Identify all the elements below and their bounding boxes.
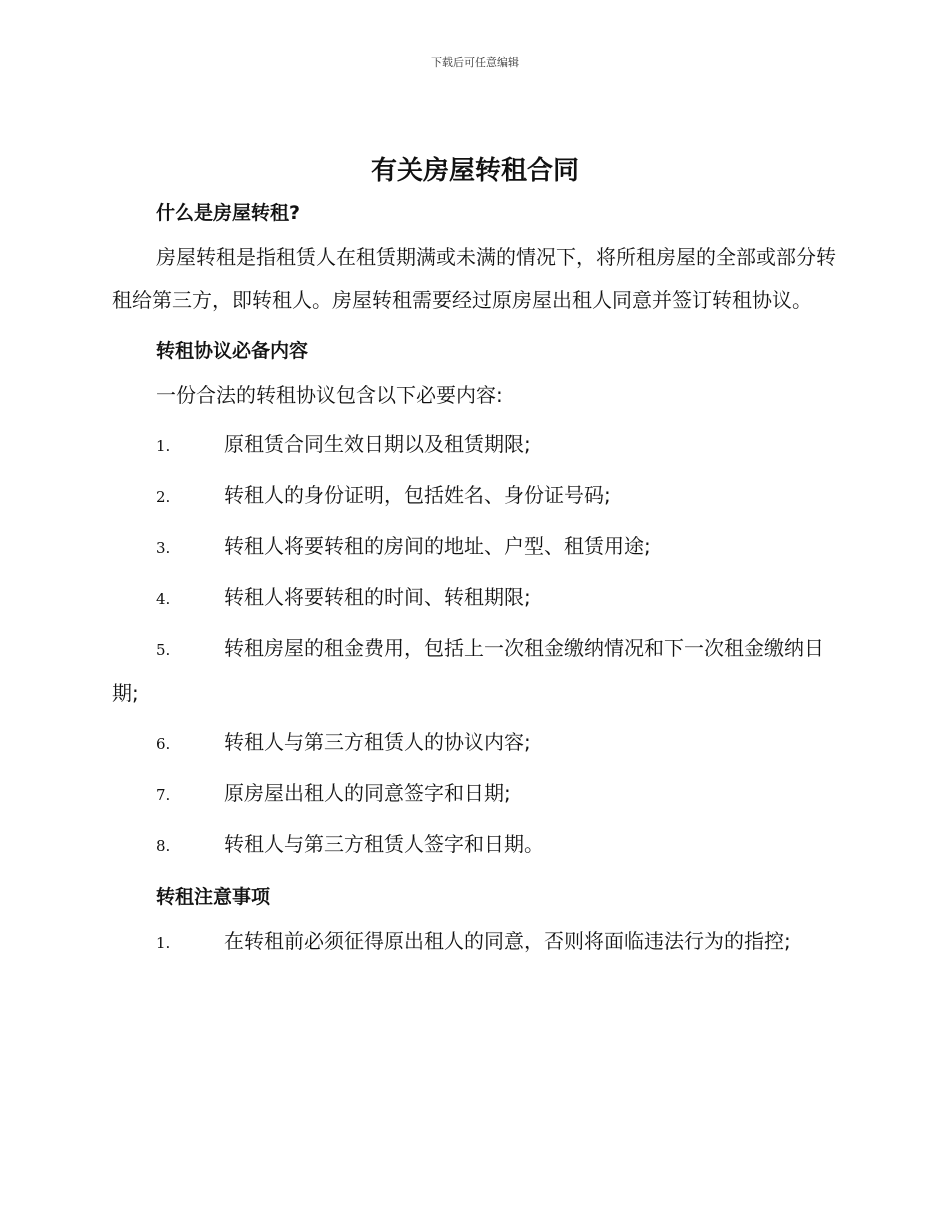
list-item-text: 原租赁合同生效日期以及租赁期限;	[224, 432, 531, 456]
list-item-text: 转租人与第三方租赁人的协议内容;	[224, 730, 531, 754]
list-item-number: 2.	[156, 488, 171, 506]
header-note: 下载后可任意编辑	[431, 56, 519, 69]
section-heading-notes: 转租注意事项	[156, 886, 271, 908]
section-heading-what-is: 什么是房屋转租?	[156, 202, 301, 224]
paragraph-definition: 房屋转租是指租赁人在租赁期满或未满的情况下，将所租房屋的全部或部分转租给第三方，即转租人。房屋转租需要经过原房屋出租人同意并签订转租协议。	[112, 245, 836, 312]
list-item	[112, 721, 840, 766]
list-item-number: 1.	[156, 934, 171, 952]
list-item-text: 原房屋出租人的同意签字和日期;	[224, 781, 511, 805]
list-item	[112, 772, 840, 817]
list-item-text: 转租人将要转租的时间、转租期限;	[224, 585, 531, 609]
list-item-text: 转租人与第三方租赁人签字和日期。	[224, 832, 544, 856]
list-item	[112, 525, 840, 570]
list-item-number: 4.	[156, 590, 171, 608]
list-item	[112, 423, 840, 468]
list-item	[112, 823, 840, 868]
list-item-number: 3.	[156, 539, 171, 557]
list-item-number: 5.	[156, 641, 171, 659]
document-body	[112, 196, 840, 965]
list-item	[112, 576, 840, 621]
list-item-text: 转租人的身份证明，包括姓名、身份证号码;	[224, 483, 611, 507]
list-item-text: 转租房屋的租金费用，包括上一次租金缴纳情况和下一次租金缴纳日期;	[112, 636, 824, 705]
list-item-text: 转租人将要转租的房间的地址、户型、租赁用途;	[224, 534, 651, 558]
document-title: 有关房屋转租合同	[370, 156, 579, 186]
section-heading-required: 转租协议必备内容	[156, 340, 309, 362]
list-item-number: 8.	[156, 837, 171, 855]
list-item	[112, 627, 840, 715]
list-item-number: 7.	[156, 786, 171, 804]
list-item	[112, 474, 840, 519]
list-item-number: 6.	[156, 735, 171, 753]
paragraph-intro: 一份合法的转租协议包含以下必要内容:	[156, 383, 503, 407]
list-item	[112, 920, 840, 965]
list-item-text: 在转租前必须征得原出租人的同意，否则将面临违法行为的指控;	[224, 929, 791, 953]
list-item-number: 1.	[156, 437, 171, 455]
